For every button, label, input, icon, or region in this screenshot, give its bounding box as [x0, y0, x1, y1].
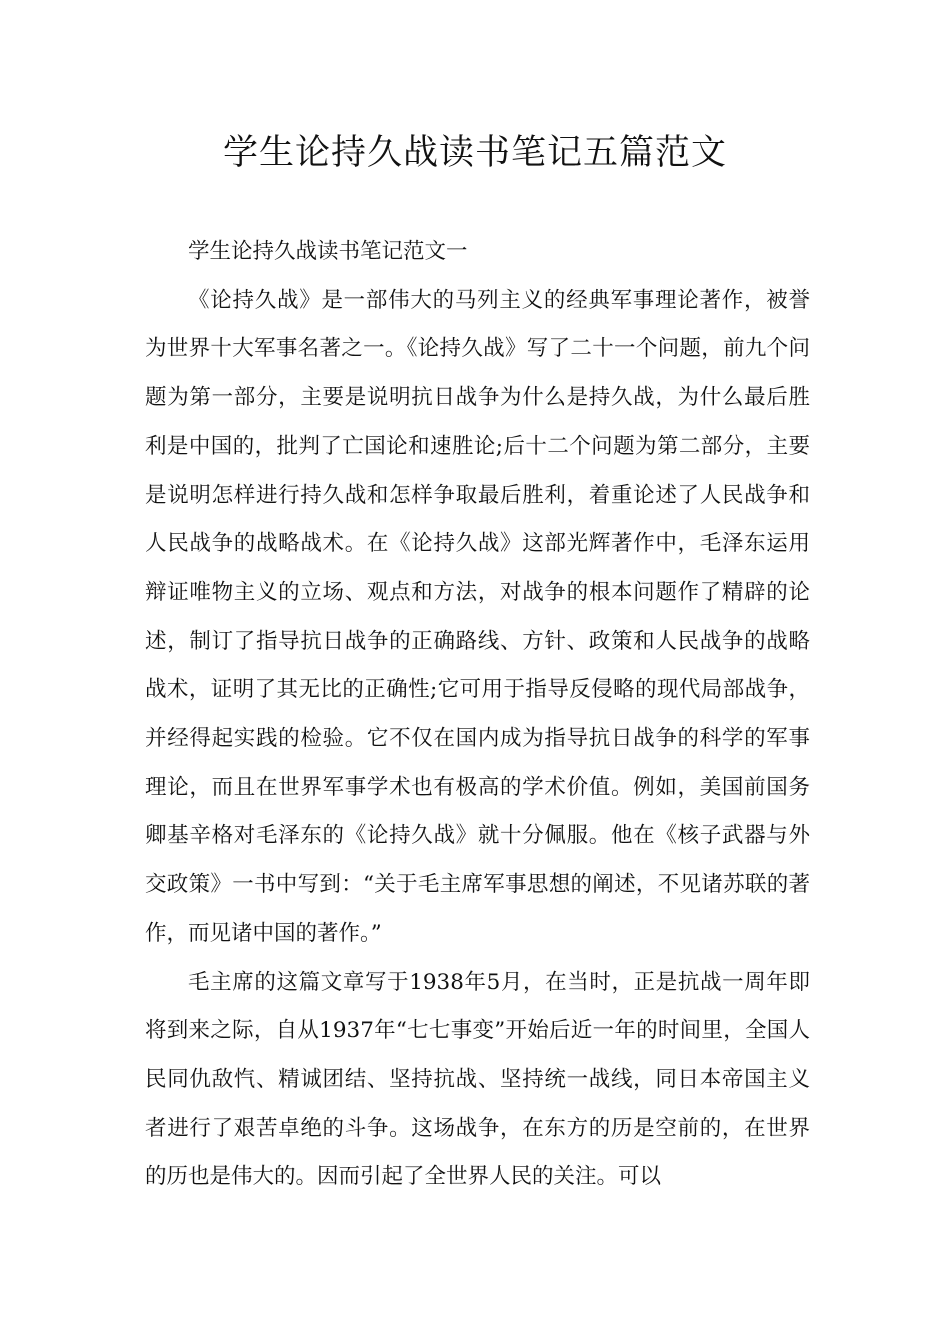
paragraph: 毛主席的这篇文章写于1938年5月，在当时，正是抗战一周年即将到来之际，自从1937年“七七事变”开始后近一年的时间里，全国人民同仇敌忾、精诚团结、坚持抗战、坚持统一战线，同日本帝国主义者进行了艰苦卓绝的斗争。这场战争，在东方的历是空前的，在世界的历也是伟大的。因而引起了全世界人民的关注。可以: [145, 969, 810, 1190]
paragraph: 《论持久战》是一部伟大的马列主义的经典军事理论著作，被誉为世界十大军事名著之一。《论持久战》写了二十一个问题，前九个问题为第一部分，主要是说明抗日战争为什么是持久战，为什么最后胜利是中国的，批判了亡国论和速胜论;后十二个问题为第二部分，主要是说明怎样进行持久战和怎样争取最后胜利，着重论述了人民战争和人民战争的战略战术。在《论持久战》这部光辉著作中，毛泽东运用辩证唯物主义的立场、观点和方法，对战争的根本问题作了精辟的论述，制订了指导抗日战争的正确路线、方针、政策和人民战争的战略战术，证明了其无比的正确性;它可用于指导反侵略的现代局部战争，并经得起实践的检验。它不仅在国内成为指导抗日战争的科学的军事理论，而且在世界军事学术也有极高的学术价值。例如，美国前国务卿基辛格对毛泽东的《论持久战》就十分佩服。他在《核子武器与外交政策》一书中写到：“关于毛主席军事思想的阐述，不见诸苏联的著作，而见诸中国的著作。”: [145, 287, 810, 946]
document-title: 学生论持久战读书笔记五篇范文: [222, 133, 727, 173]
document-body: [145, 228, 810, 1202]
section-heading: 学生论持久战读书笔记范文一: [188, 239, 468, 264]
